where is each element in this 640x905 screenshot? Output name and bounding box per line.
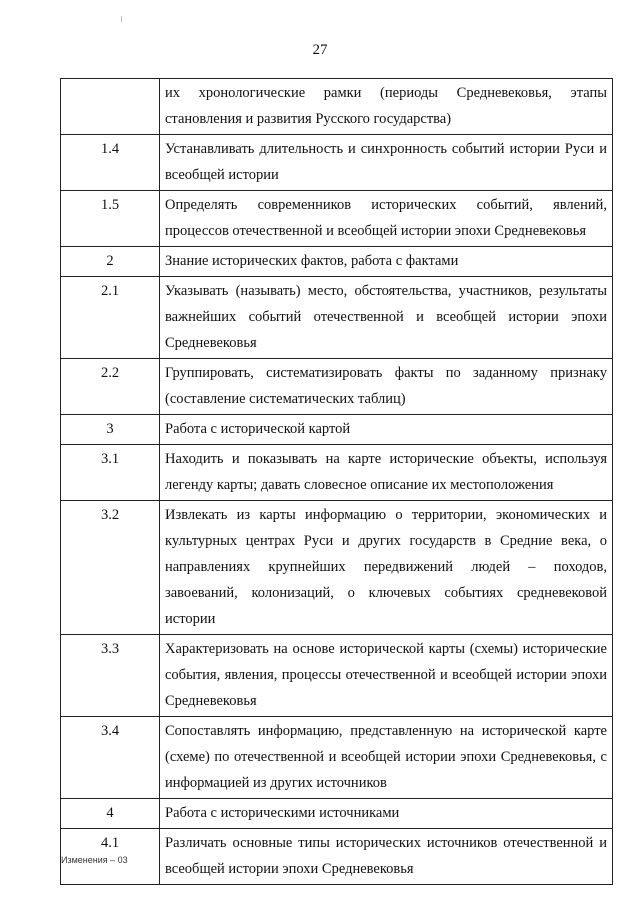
- row-text: Определять современников исторических событий, явлений, процессов отечественной и всеобщей истории эпохи Средневековья: [160, 191, 613, 247]
- row-text: Извлекать из карты информацию о территории, экономических и культурных центрах Руси и других государств в Средние века, о направлениях крупнейших передвижений людей – походов, завоеваний, колонизаций, о ключевых событиях средневековой истории: [160, 501, 613, 635]
- table-row: [61, 415, 613, 445]
- row-text: Группировать, систематизировать факты по заданному признаку (составление систематических таблиц): [160, 359, 613, 415]
- row-number: 3.1: [61, 445, 160, 501]
- row-text: Работа с историческими источниками: [160, 799, 613, 829]
- table-row: [61, 501, 613, 635]
- row-text: Знание исторических фактов, работа с фактами: [160, 247, 613, 277]
- row-number: 2.2: [61, 359, 160, 415]
- row-text: Работа с исторической картой: [160, 415, 613, 445]
- footer-revision: Изменения – 03: [61, 855, 128, 865]
- table-row: [61, 277, 613, 359]
- row-text: Характеризовать на основе исторической карты (схемы) исторические события, явления, процессы отечественной и всеобщей истории эпохи Средневековья: [160, 635, 613, 717]
- row-text: Указывать (называть) место, обстоятельства, участников, результаты важнейших событий отечественной и всеобщей истории эпохи Средневековья: [160, 277, 613, 359]
- row-number: 3: [61, 415, 160, 445]
- row-number: 3.3: [61, 635, 160, 717]
- table-row: [61, 799, 613, 829]
- row-text: их хронологические рамки (периоды Средневековья, этапы становления и развития Русского государства): [160, 79, 613, 135]
- table-row: [61, 445, 613, 501]
- scan-mark: [121, 16, 122, 22]
- table-row: [61, 717, 613, 799]
- table-row: [61, 359, 613, 415]
- table-row: [61, 247, 613, 277]
- table-row: [61, 635, 613, 717]
- row-number: 4.1: [61, 829, 160, 885]
- row-number: 1.5: [61, 191, 160, 247]
- row-number: 4: [61, 799, 160, 829]
- row-text: Сопоставлять информацию, представленную на исторической карте (схеме) по отечественной и всеобщей истории эпохи Средневековья, с информацией из других источников: [160, 717, 613, 799]
- row-number: [61, 79, 160, 135]
- row-number: 2.1: [61, 277, 160, 359]
- table-row: [61, 191, 613, 247]
- page-number: 27: [312, 42, 328, 58]
- row-text: Устанавливать длительность и синхронность событий истории Руси и всеобщей истории: [160, 135, 613, 191]
- table-row: [61, 79, 613, 135]
- row-number: 3.2: [61, 501, 160, 635]
- row-number: 2: [61, 247, 160, 277]
- table-row: [61, 829, 613, 885]
- row-text: Различать основные типы исторических источников отечественной и всеобщей истории эпохи Средневековья: [160, 829, 613, 885]
- requirements-table: [60, 78, 613, 885]
- table-row: [61, 135, 613, 191]
- row-number: 1.4: [61, 135, 160, 191]
- row-number: 3.4: [61, 717, 160, 799]
- row-text: Находить и показывать на карте исторические объекты, используя легенду карты; давать словесное описание их местоположения: [160, 445, 613, 501]
